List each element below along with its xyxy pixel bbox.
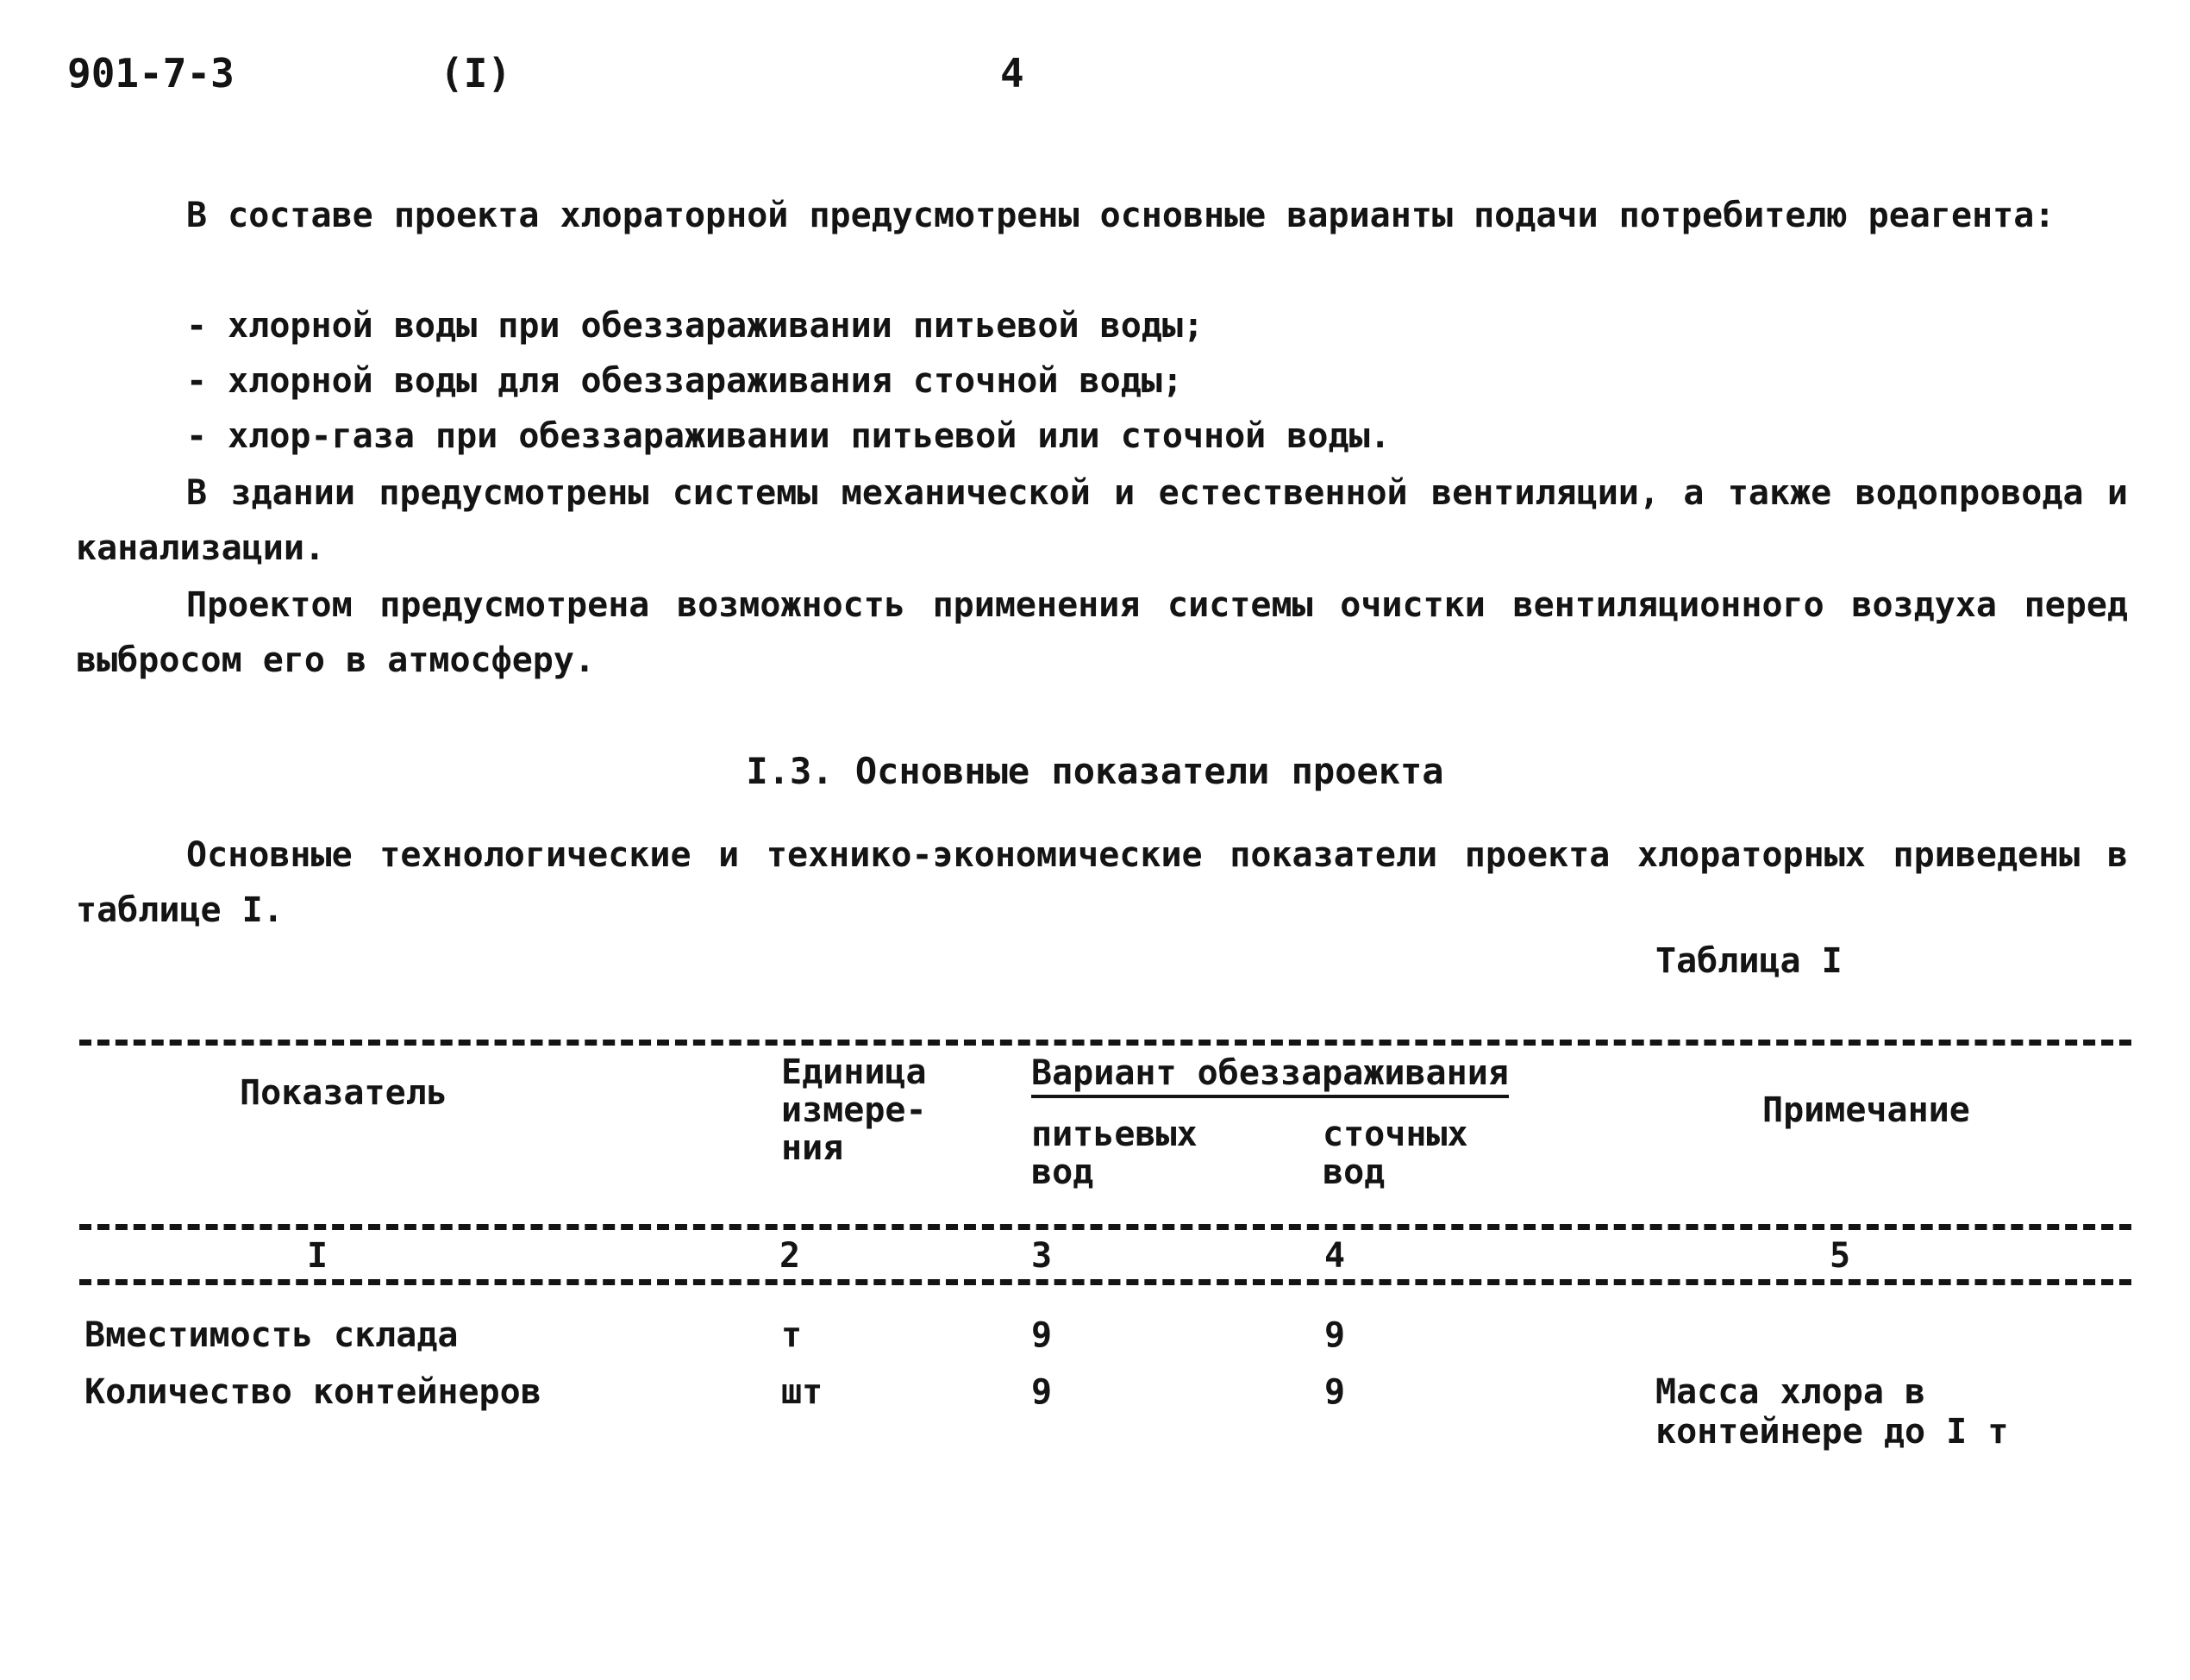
header-variant: Вариант обеззараживания bbox=[1031, 1053, 1509, 1098]
header-unit: Единица измере- ния bbox=[781, 1052, 927, 1168]
cell-sewage: 9 bbox=[1324, 1315, 1346, 1355]
header-note: Примечание bbox=[1762, 1090, 1970, 1130]
intro-paragraph-2-text: В здании предусмотрены системы механической и естественной вентиляции, а также водопровода и канализации. bbox=[76, 473, 2128, 568]
table-rule-top bbox=[79, 1040, 2131, 1046]
cell-indicator: Количество контейнеров bbox=[84, 1372, 541, 1412]
header-sewage: сточных вод bbox=[1323, 1115, 1468, 1192]
cell-indicator: Вместимость склада bbox=[84, 1315, 459, 1355]
intro-paragraph-1 bbox=[76, 188, 2128, 243]
cell-note: Масса хлора в контейнере до I т bbox=[1655, 1372, 2009, 1452]
doc-part: (I) bbox=[440, 50, 512, 97]
section-paragraph-text: Основные технологические и технико-экономические показатели проекта хлораторных приведены в таблице I. bbox=[76, 835, 2128, 930]
cell-sewage: 9 bbox=[1324, 1372, 1346, 1412]
list-item: - хлорной воды для обеззараживания сточной воды; bbox=[186, 361, 1183, 401]
cell-unit: т bbox=[781, 1315, 803, 1355]
page-number: 4 bbox=[1000, 50, 1024, 97]
section-title: I.3. Основные показатели проекта bbox=[746, 750, 1444, 792]
table-caption: Таблица I bbox=[1655, 941, 1843, 981]
intro-paragraph-2 bbox=[76, 465, 2128, 576]
cell-drinking: 9 bbox=[1031, 1372, 1053, 1412]
section-paragraph bbox=[76, 828, 2128, 938]
list-item: - хлорной воды при обеззараживании питьевой воды; bbox=[186, 306, 1204, 346]
table-rule-numbers bbox=[79, 1279, 2131, 1285]
list-item: - хлор-газа при обеззараживании питьевой или сточной воды. bbox=[186, 416, 1391, 456]
doc-code: 901-7-3 bbox=[67, 50, 235, 97]
table-rule-header bbox=[79, 1224, 2131, 1230]
column-number: 2 bbox=[779, 1236, 801, 1276]
cell-unit: шт bbox=[781, 1372, 823, 1412]
header-drinking: питьевых вод bbox=[1031, 1115, 1198, 1192]
intro-paragraph-3 bbox=[76, 578, 2128, 688]
column-number: 5 bbox=[1830, 1236, 1851, 1276]
cell-drinking: 9 bbox=[1031, 1315, 1053, 1355]
intro-paragraph-1-text: В составе проекта хлораторной предусмотрены основные варианты подачи потребителю реагента: bbox=[186, 196, 2055, 235]
column-number: 4 bbox=[1324, 1236, 1346, 1276]
header-indicator: Показатель bbox=[240, 1073, 447, 1113]
column-number: I bbox=[307, 1236, 328, 1276]
intro-paragraph-3-text: Проектом предусмотрена возможность применения системы очистки вентиляционного воздуха перед выбросом его в атмосферу. bbox=[76, 585, 2128, 680]
column-number: 3 bbox=[1031, 1236, 1053, 1276]
